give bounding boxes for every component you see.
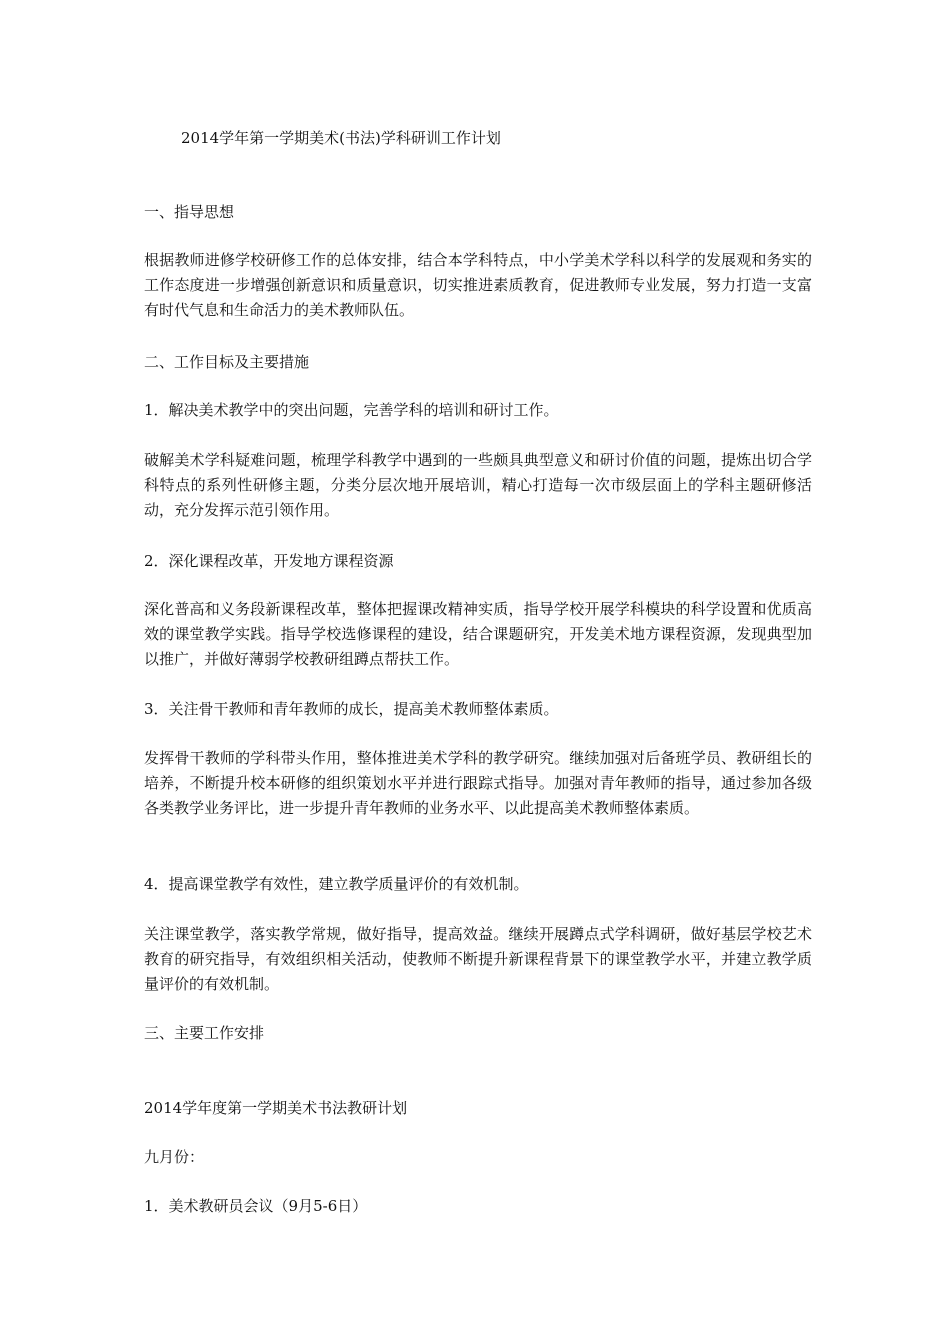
item-paragraph-4: 关注课堂教学，落实教学常规，做好指导，提高效益。继续开展蹲点式学科调研，做好基层学校艺术教育的研究指导，有效组织相关活动，使教师不断提升新课程背景下的课堂教学水平，并建立教学质量评价的有效机制。 [144, 925, 812, 993]
item-paragraph-3: 发挥骨干教师的学科带头作用，整体推进美术学科的教学研究。继续加强对后备班学员、教研组长的培养，不断提升校本研修的组织策划水平并进行跟踪式指导。加强对青年教师的指导，通过参加各级各类教学业务评比，进一步提升青年教师的业务水平、以此提高美术教师整体素质。 [144, 749, 812, 817]
paragraph-guiding-ideology: 根据教师进修学校研修工作的总体安排，结合本学科特点，中小学美术学科以科学的发展观和务实的工作态度进一步增强创新意识和质量意识，切实推进素质教育，促进教师专业发展，努力打造一支富有时代气息和生命活力的美术教师队伍。 [144, 251, 812, 319]
plan-title: 2014学年度第一学期美术书法教研计划 [144, 1099, 408, 1117]
item-paragraph-2: 深化普高和义务段新课程改革，整体把握课改精神实质，指导学校开展学科模块的科学设置和优质高效的课堂教学实践。指导学校选修课程的建设，结合课题研究，开发美术地方课程资源，发现典型加以推广，并做好薄弱学校教研组蹲点帮扶工作。 [144, 600, 812, 668]
item-heading-3: 3．关注骨干教师和青年教师的成长，提高美术教师整体素质。 [144, 700, 559, 718]
item-heading-1: 1．解决美术教学中的突出问题，完善学科的培训和研讨工作。 [144, 401, 559, 419]
item-heading-4: 4．提高课堂教学有效性，建立教学质量评价的有效机制。 [144, 875, 529, 893]
section-heading-work-arrangement: 三、主要工作安排 [144, 1024, 265, 1042]
section-heading-goals-measures: 二、工作目标及主要措施 [144, 353, 310, 371]
september-item-1: 1．美术教研员会议（9月5-6日） [144, 1197, 368, 1215]
document-title: 2014学年第一学期美术(书法)学科研训工作计划 [181, 129, 501, 147]
item-heading-2: 2．深化课程改革，开发地方课程资源 [144, 552, 394, 570]
section-heading-guiding-ideology: 一、指导思想 [144, 203, 235, 221]
month-heading: 九月份： [144, 1148, 205, 1166]
item-paragraph-1: 破解美术学科疑难问题，梳理学科教学中遇到的一些颇具典型意义和研讨价值的问题，提炼出切合学科特点的系列性研修主题，分类分层次地开展培训，精心打造每一次市级层面上的学科主题研修活动，充分发挥示范引领作用。 [144, 451, 812, 519]
